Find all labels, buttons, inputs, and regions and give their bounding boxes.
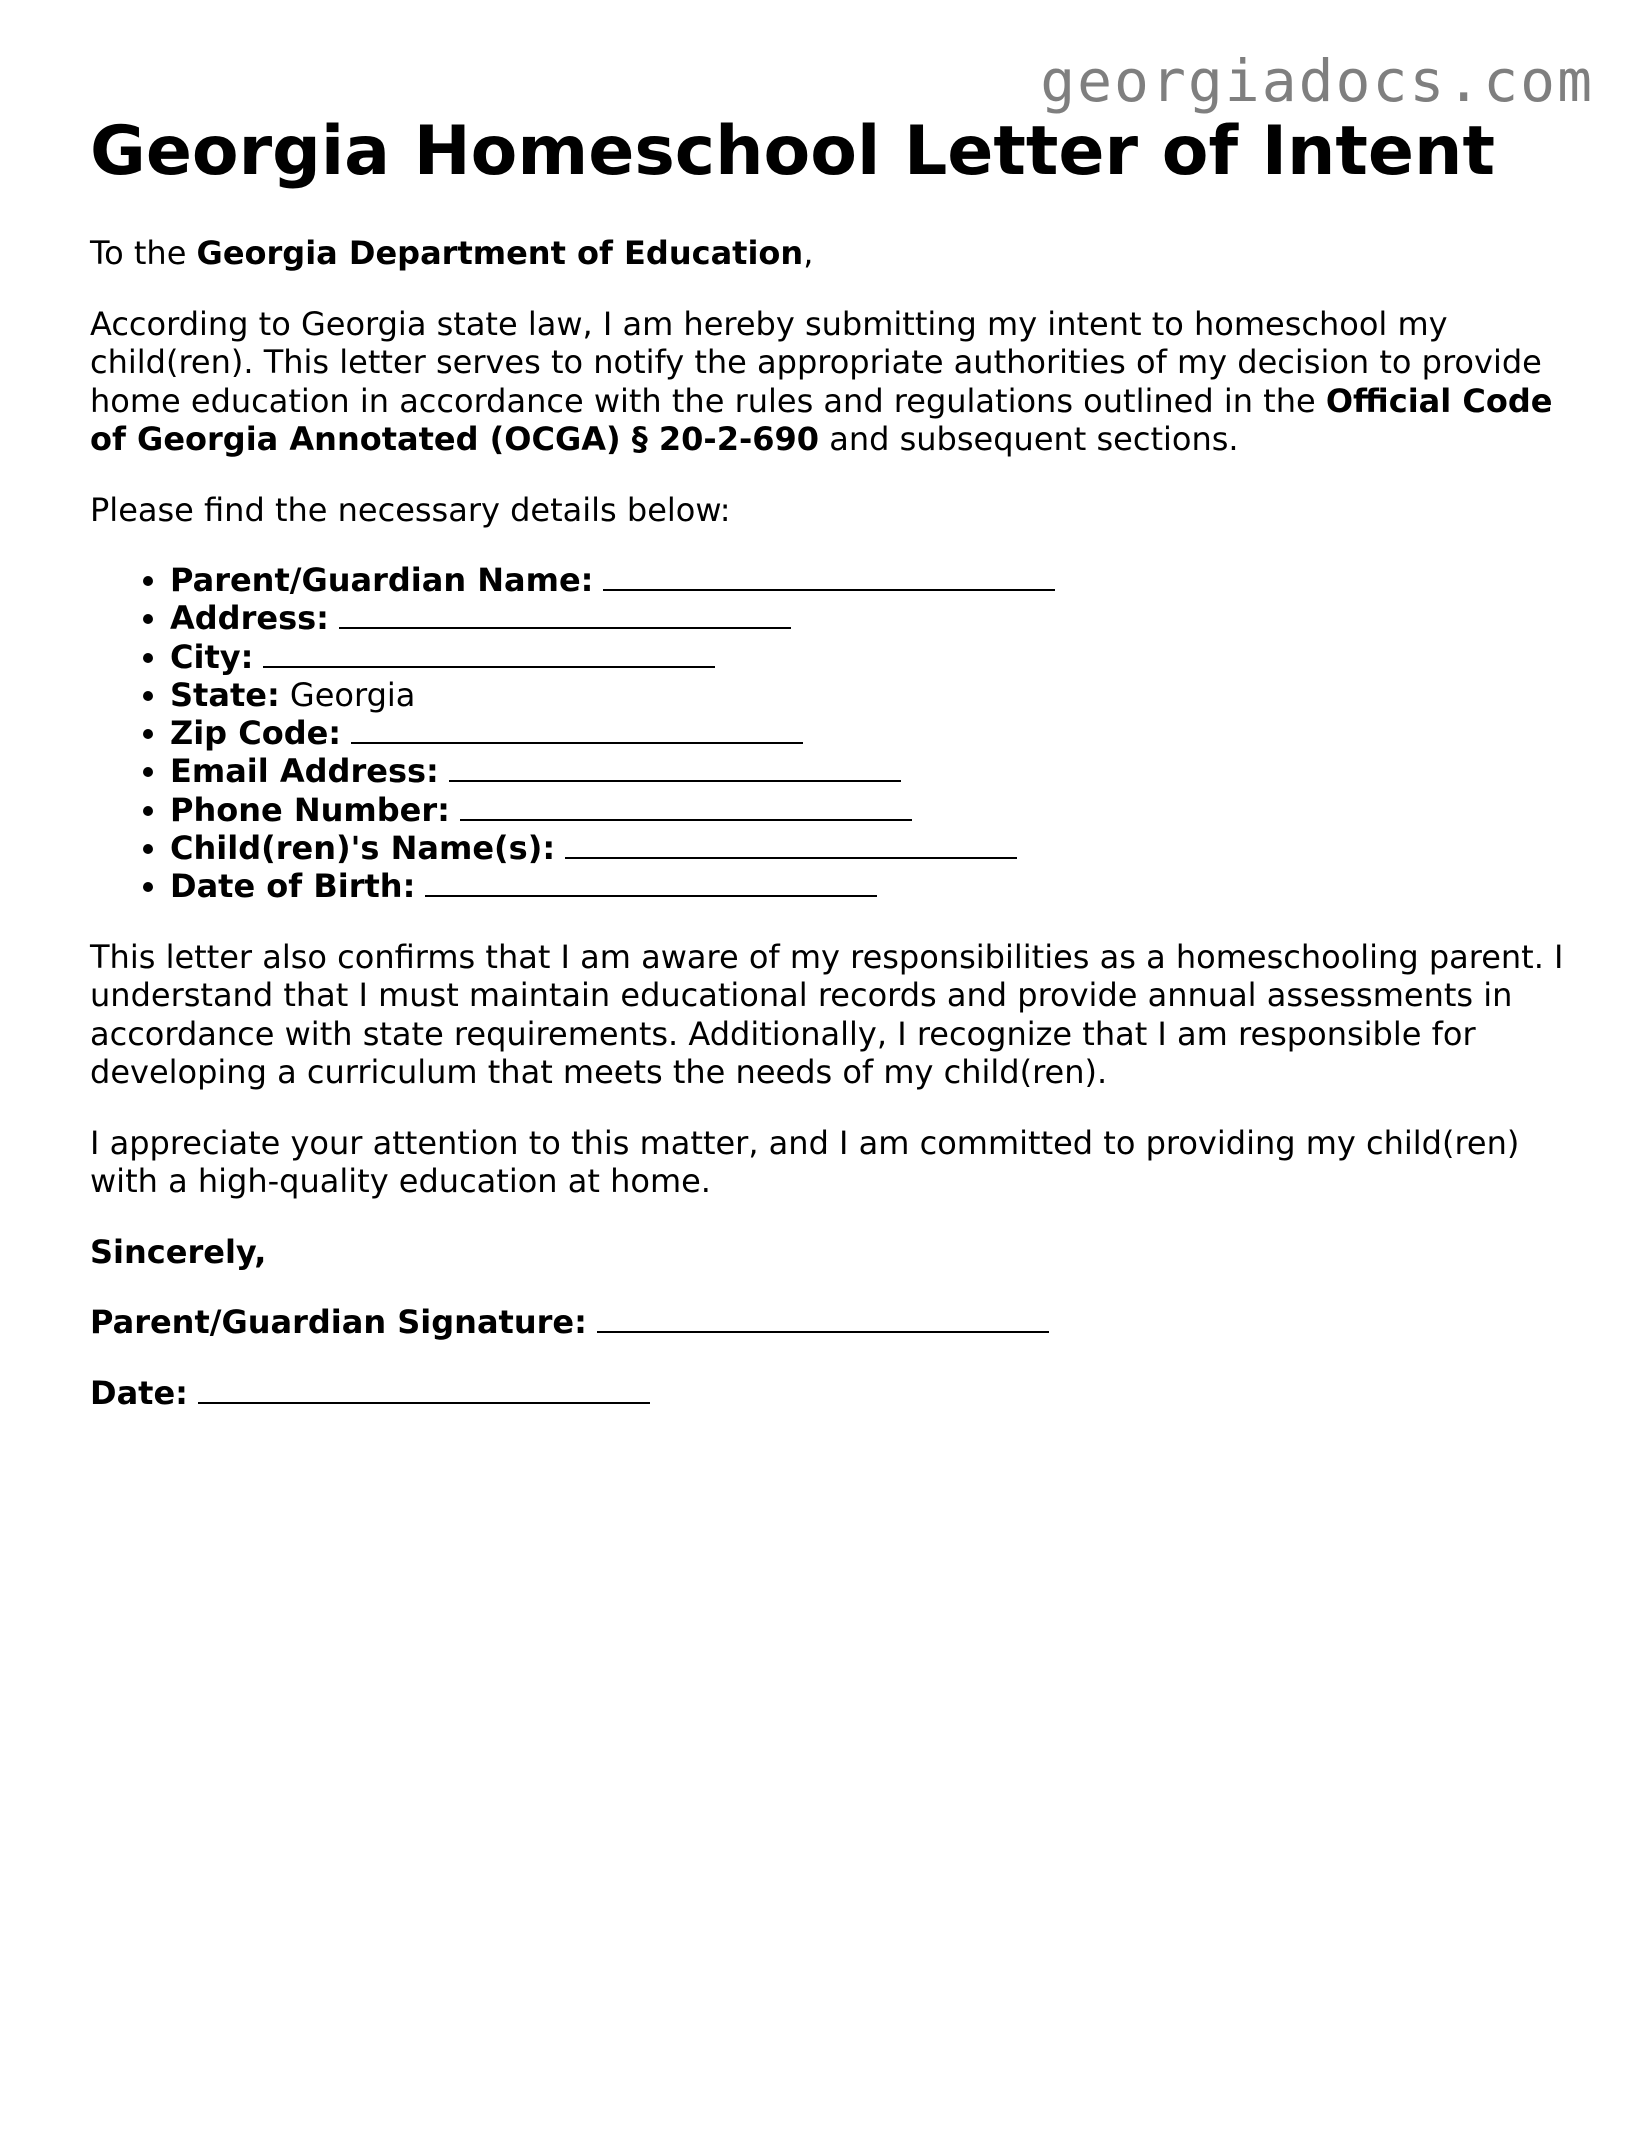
field-children-names: [170, 829, 1570, 867]
parent-name-blank[interactable]: [603, 561, 1055, 591]
intro-text-after: and subsequent sections.: [819, 420, 1239, 458]
field-label: City:: [170, 637, 254, 676]
state-value: Georgia: [289, 675, 416, 714]
field-label: Date of Birth:: [170, 867, 416, 906]
details-lead: Please find the necessary details below:: [90, 490, 731, 529]
salutation-suffix: ,: [803, 234, 814, 272]
field-label: Address:: [170, 599, 329, 638]
field-phone: [170, 791, 1570, 829]
date-label: Date:: [90, 1373, 188, 1412]
details-list: [90, 561, 1570, 906]
field-label: Phone Number:: [170, 790, 450, 829]
salutation-prefix: To the: [90, 234, 197, 272]
date-line: [90, 1374, 1570, 1413]
letter-page: [90, 112, 1570, 1412]
field-zip-code: [170, 714, 1570, 752]
site-watermark: georgiadocs.com: [1040, 47, 1594, 115]
salutation-recipient: Georgia Department of Education: [196, 234, 804, 272]
field-state: [170, 676, 1570, 714]
email-blank[interactable]: [449, 752, 901, 782]
field-label: Child(ren)'s Name(s):: [170, 829, 556, 868]
field-city: [170, 638, 1570, 676]
phone-blank[interactable]: [460, 791, 912, 821]
address-blank[interactable]: [339, 599, 791, 629]
field-address: [170, 599, 1570, 637]
field-label: State:: [170, 675, 280, 714]
responsibilities-paragraph: This letter also confirms that I am aware of my responsibilities as a homeschooling parent. I understand that I must maintain educational records and provide annual assessments in accordance with state requirements. Additionally, I recognize that I am responsible for developing a curriculum that meets the needs of my child(ren).: [90, 937, 1564, 1092]
appreciation-paragraph: I appreciate your attention to this matter, and I am committed to providing my child(ren) with a high-quality education at home.: [90, 1123, 1520, 1201]
field-label: Parent/Guardian Name:: [170, 561, 594, 599]
zip-code-blank[interactable]: [351, 714, 803, 744]
date-blank[interactable]: [198, 1374, 650, 1404]
closing: Sincerely,: [90, 1232, 267, 1271]
children-names-blank[interactable]: [565, 829, 1017, 859]
date-of-birth-blank[interactable]: [425, 867, 877, 897]
signature-line: [90, 1303, 1570, 1342]
signature-blank[interactable]: [597, 1303, 1049, 1333]
intro-code-reference: Official Code of Georgia Annotated (OCGA) § 20-2-690: [90, 381, 1553, 458]
salutation: [90, 234, 1570, 273]
intro-paragraph: [90, 305, 1570, 459]
field-date-of-birth: [170, 867, 1570, 905]
field-parent-name: [170, 561, 1570, 599]
signature-label: Parent/Guardian Signature:: [90, 1303, 587, 1342]
field-label: Email Address:: [170, 752, 439, 791]
city-blank[interactable]: [263, 638, 715, 668]
page-title: Georgia Homeschool Letter of Intent: [90, 112, 1495, 191]
field-email: [170, 752, 1570, 790]
intro-text-before: According to Georgia state law, I am hereby submitting my intent to homeschool my child(ren). This letter serves to notify the appropriate authorities of my decision to provide home education in accordance with the rules and regulations outlined in the: [90, 304, 1542, 420]
field-label: Zip Code:: [170, 714, 342, 753]
